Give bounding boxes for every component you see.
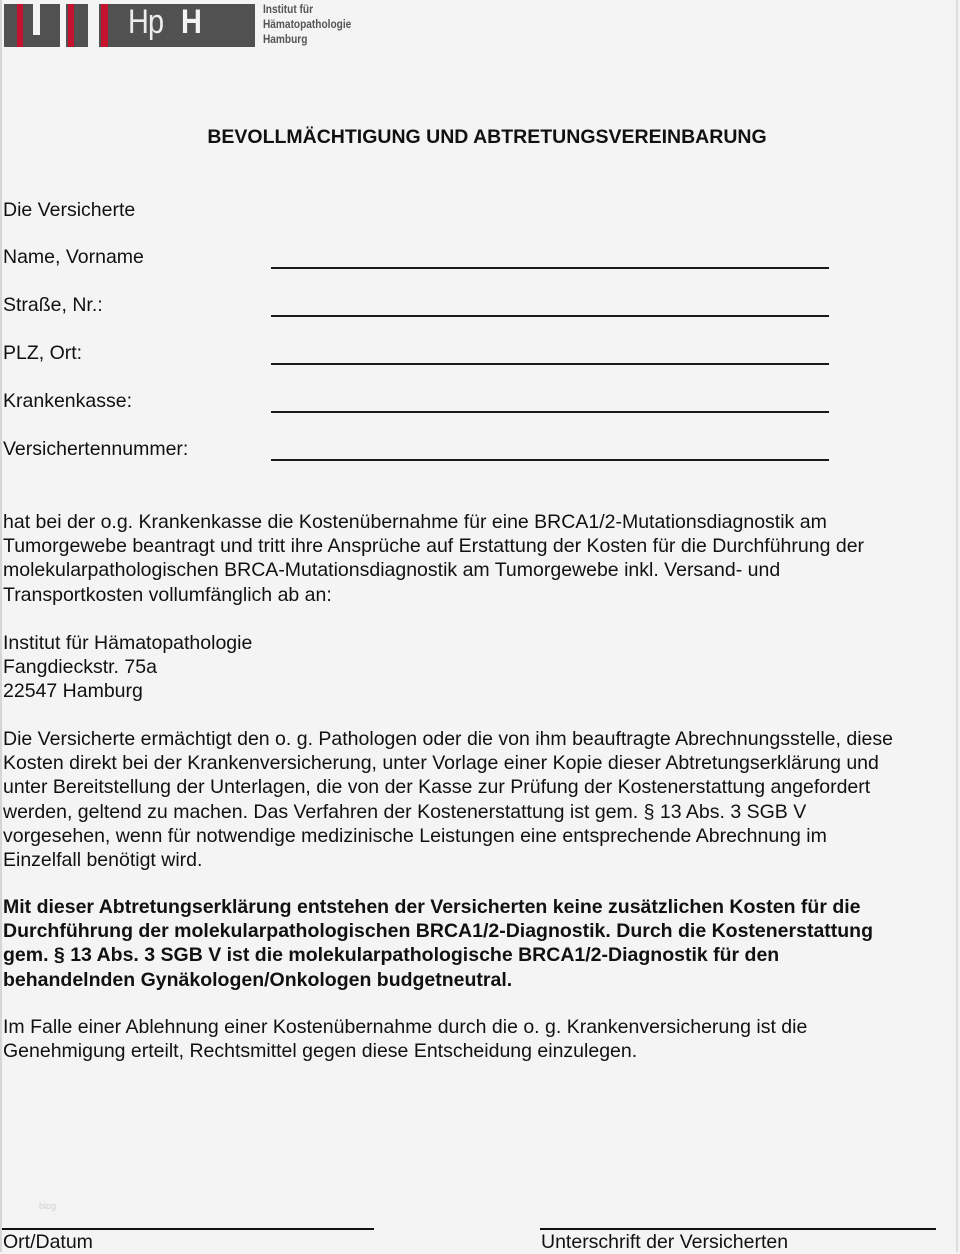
logo-line-2: Hämatopathologie <box>263 19 352 31</box>
address-line: Institut für Hämatopathologie <box>3 632 253 654</box>
text-line: Transportkosten vollumfänglich ab an: <box>3 583 332 606</box>
field-insurance-input-line[interactable] <box>271 411 829 413</box>
institute-logo <box>0 0 360 52</box>
logo-gap <box>33 4 40 35</box>
logo-line-1: Institut für <box>263 4 314 16</box>
text-line: unter Bereitstellung der Unterlagen, die von der Kasse zur Prüfung der Kostenerstattung angefordert <box>3 776 871 799</box>
place-date-label: Ort/Datum <box>3 1231 93 1253</box>
document-title: BEVOLLMÄCHTIGUNG UND ABTRETUNGSVEREINBARUNG <box>207 126 767 148</box>
paragraph-assignment <box>3 510 864 607</box>
field-insurance-number-input-line[interactable] <box>271 459 829 461</box>
text-line: Im Falle einer Ablehnung einer Kostenübernahme durch die o. g. Krankenversicherung ist die <box>3 1016 808 1038</box>
text-line: gem. § 13 Abs. 3 SGB V ist die molekularpathologische BRCA1/2-Diagnostik für den <box>3 944 780 967</box>
watermark-text: blog <box>39 1201 57 1211</box>
field-label-street: Straße, Nr.: <box>3 294 103 316</box>
field-label-zip-city: PLZ, Ort: <box>3 342 83 364</box>
logo-institute-name <box>263 3 351 48</box>
text-line: Tumorgewebe beantragt und tritt ihre Ansprüche auf Erstattung der Kosten für die Durchführung der <box>3 535 865 558</box>
address-line: Fangdieckstr. 75a <box>3 656 157 679</box>
institute-address <box>3 631 252 704</box>
insured-signature-label: Unterschrift der Versicherten <box>541 1231 789 1253</box>
insured-signature-line[interactable] <box>540 1228 936 1230</box>
field-label-insurance-number: Versichertennummer: <box>3 438 189 460</box>
insured-heading: Die Versicherte <box>3 199 136 221</box>
logo-red-stripe-2 <box>68 4 74 47</box>
page-border-left <box>0 0 2 1252</box>
text-line: werden, geltend zu machen. Das Verfahren der Kostenerstattung ist gem. § 13 Abs. 3 SGB V <box>3 800 807 823</box>
logo-red-stripe-3 <box>101 4 108 47</box>
text-line: vorgesehen, wenn für notwendige medizinische Leistungen eine entsprechende Abrechnung im <box>3 824 827 847</box>
logo-line-3: Hamburg <box>263 34 308 46</box>
page-border-right <box>956 0 958 1252</box>
field-zip-city-input-line[interactable] <box>271 363 829 365</box>
text-line: behandelnden Gynäkologen/Onkologen budgetneutral. <box>3 968 513 991</box>
text-line: molekularpathologischen BRCA-Mutationsdiagnostik am Tumorgewebe inkl. Versand- und <box>3 559 781 582</box>
field-name-input-line[interactable] <box>271 267 829 269</box>
paragraph-authorization <box>3 727 893 872</box>
paragraph-no-costs-notice <box>3 895 873 992</box>
address-line: 22547 Hamburg <box>3 680 143 703</box>
text-line: Einzelfall benötigt wird. <box>3 849 203 872</box>
text-line: Kosten direkt bei der Krankenversicherung, unter Vorlage einer Kopie dieser Abtretungserklärung und <box>3 752 879 775</box>
field-street-input-line[interactable] <box>271 315 829 317</box>
text-line: hat bei der o.g. Krankenkasse die Kostenübernahme für eine BRCA1/2-Mutationsdiagnostik am <box>3 511 827 533</box>
logo-bar-1 <box>4 4 60 47</box>
text-line: Mit dieser Abtretungserklärung entstehen der Versicherten keine zusätzlichen Kosten für die <box>3 896 861 918</box>
text-line: Durchführung der molekularpathologischen BRCA1/2-Diagnostik. Durch die Kostenerstattung <box>3 920 874 943</box>
text-line: Genehmigung erteilt, Rechtsmittel gegen diese Entscheidung einzulegen. <box>3 1040 638 1063</box>
text-line: Die Versicherte ermächtigt den o. g. Pathologen oder die von ihm beauftragte Abrechnungsstelle, diese <box>3 728 893 750</box>
logo-red-stripe-1 <box>17 4 23 47</box>
field-label-name: Name, Vorname <box>3 246 144 268</box>
paragraph-rejection-remedy <box>3 1015 807 1063</box>
logo-abbr-h: H <box>181 3 202 41</box>
place-date-signature-line[interactable] <box>2 1228 374 1230</box>
logo-abbr-hp: Hp <box>128 3 164 41</box>
logo-bar-3 <box>99 4 255 47</box>
field-label-insurance: Krankenkasse: <box>3 390 132 412</box>
